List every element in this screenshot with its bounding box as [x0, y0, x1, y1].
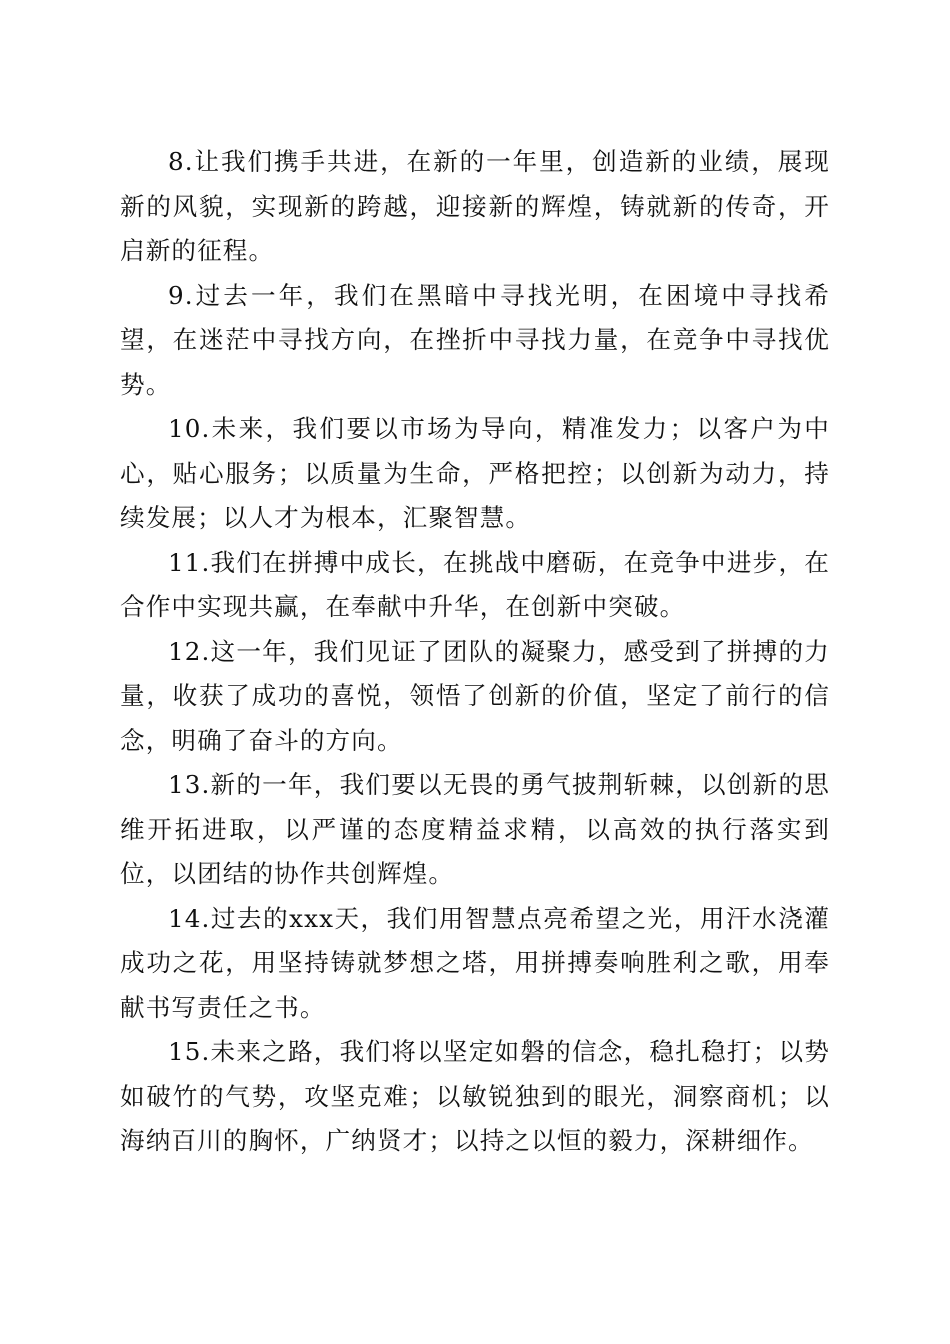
paragraph-9: 9.过去一年，我们在黑暗中寻找光明，在困境中寻找希望，在迷茫中寻找方向，在挫折中寻找力量，在竞争中寻找优势。: [120, 280, 830, 399]
paragraph-14: 14.过去的xxx天，我们用智慧点亮希望之光，用汗水浇灌成功之花，用坚持铸就梦想之塔，用拼搏奏响胜利之歌，用奉献书写责任之书。: [120, 903, 830, 1022]
paragraph-15: 15.未来之路，我们将以坚定如磐的信念，稳扎稳打；以势如破竹的气势，攻坚克难；以敏锐独到的眼光，洞察商机；以海纳百川的胸怀，广纳贤才；以持之以恒的毅力，深耕细作。: [120, 1037, 830, 1155]
paragraph-10: 10.未来，我们要以市场为导向，精准发力；以客户为中心，贴心服务；以质量为生命，严格把控；以创新为动力，持续发展；以人才为根本，汇聚智慧。: [120, 414, 830, 532]
paragraph-12: 12.这一年，我们见证了团队的凝聚力，感受到了拼搏的力量，收获了成功的喜悦，领悟了创新的价值，坚定了前行的信念，明确了奋斗的方向。: [120, 636, 830, 755]
paragraph-8: 8.让我们携手共进，在新的一年里，创造新的业绩，展现新的风貌，实现新的跨越，迎接新的辉煌，铸就新的传奇，开启新的征程。: [120, 147, 830, 265]
document-page: [120, 140, 830, 1164]
paragraph-11: 11.我们在拼搏中成长，在挑战中磨砺，在竞争中进步，在合作中实现共赢，在奉献中升华，在创新中突破。: [120, 547, 830, 621]
paragraph-13: 13.新的一年，我们要以无畏的勇气披荆斩棘，以创新的思维开拓进取，以严谨的态度精益求精，以高效的执行落实到位，以团结的协作共创辉煌。: [120, 770, 830, 888]
